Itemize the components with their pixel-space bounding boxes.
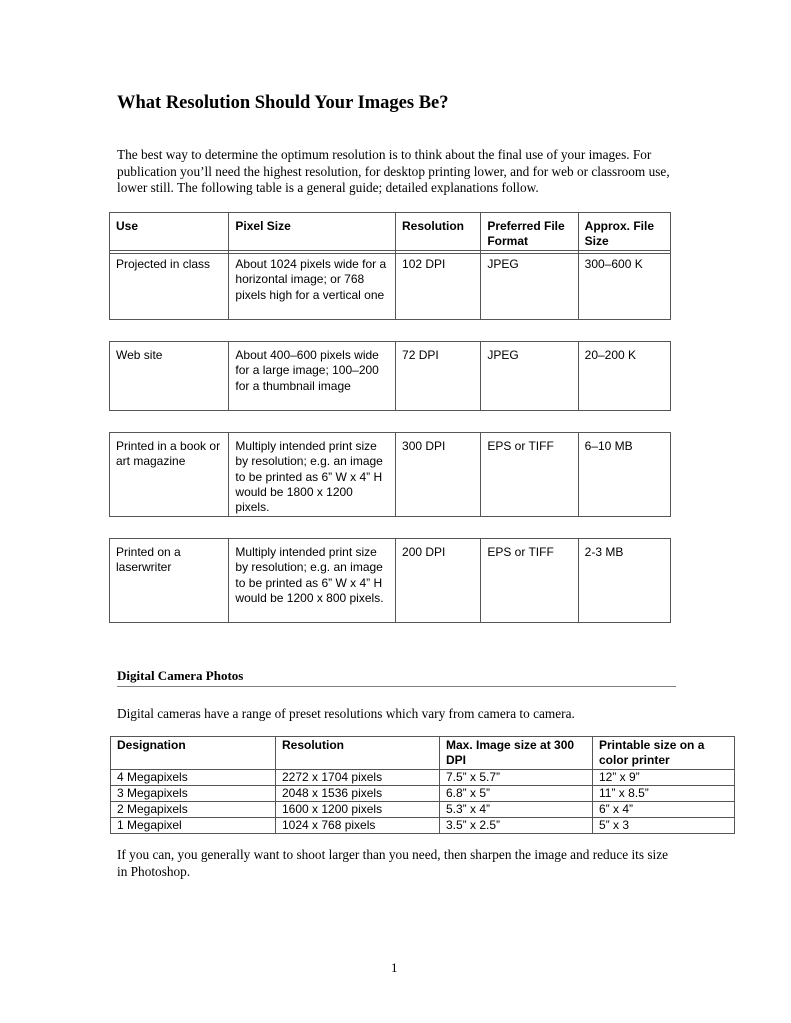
table-row	[111, 801, 735, 817]
header-cell-printable-size: Printable size on a color printer	[593, 737, 735, 770]
camera-intro-paragraph: Digital cameras have a range of preset resolutions which vary from camera to camera.	[117, 706, 575, 721]
intro-paragraph: The best way to determine the optimum resolution is to think about the final use of your images. For publication you’ll need the highest resolution, for desktop printing lower, and for web or classroom use, lower still. The following table is a general guide; detailed explanations follow.	[117, 147, 670, 196]
table-cell: 2-3 MB	[578, 539, 670, 623]
table-row	[110, 433, 671, 517]
header-cell-pixel-size: Pixel Size	[229, 213, 396, 254]
table-cell: Multiply intended print size by resolution; e.g. an image to be printed as 6” W x 4” H would be 1200 x 800 pixels.	[229, 539, 396, 623]
table-cell: 2 Megapixels	[111, 801, 276, 817]
table-cell: 200 DPI	[396, 539, 481, 623]
table-row	[111, 769, 735, 785]
table-cell: 3.5” x 2.5”	[440, 817, 593, 833]
table-cell: Multiply intended print size by resolution; e.g. an image to be printed as 6” W x 4” H would be 1800 x 1200 pixels.	[229, 433, 396, 517]
table-cell: JPEG	[481, 342, 578, 411]
table-row	[110, 342, 671, 411]
table-cell: About 1024 pixels wide for a horizontal image; or 768 pixels high for a vertical one	[229, 251, 396, 320]
table-cell: EPS or TIFF	[481, 539, 578, 623]
table-row	[110, 539, 671, 623]
page-number: 1	[391, 960, 398, 975]
table-cell: 300–600 K	[578, 251, 670, 320]
table-cell: 5” x 3	[593, 817, 735, 833]
table-cell: Web site	[110, 342, 229, 411]
table-cell: 4 Megapixels	[111, 769, 276, 785]
header-cell-file-format: Preferred File Format	[481, 213, 578, 254]
usage-table-header	[109, 212, 671, 254]
section-heading-camera: Digital Camera Photos	[117, 668, 676, 687]
camera-table	[110, 736, 735, 834]
table-cell: JPEG	[481, 251, 578, 320]
usage-table-row-laserwriter	[109, 538, 671, 623]
header-cell-designation: Designation	[111, 737, 276, 770]
table-cell: 1024 x 768 pixels	[276, 817, 440, 833]
table-cell: Printed on a laserwriter	[110, 539, 229, 623]
table-cell: 7.5” x 5.7”	[440, 769, 593, 785]
closing-paragraph: If you can, you generally want to shoot larger than you need, then sharpen the image and reduce its size in Photoshop.	[117, 847, 669, 879]
table-cell: EPS or TIFF	[481, 433, 578, 517]
table-cell: 12” x 9”	[593, 769, 735, 785]
usage-table-row-book	[109, 432, 671, 517]
table-header-row	[111, 737, 735, 770]
table-cell: 3 Megapixels	[111, 785, 276, 801]
table-cell: 300 DPI	[396, 433, 481, 517]
table-cell: 5.3” x 4”	[440, 801, 593, 817]
table-cell: Projected in class	[110, 251, 229, 320]
header-cell-resolution: Resolution	[276, 737, 440, 770]
table-cell: 2048 x 1536 pixels	[276, 785, 440, 801]
header-cell-file-size: Approx. File Size	[578, 213, 670, 254]
table-cell: 6–10 MB	[578, 433, 670, 517]
header-cell-max-size: Max. Image size at 300 DPI	[440, 737, 593, 770]
header-cell-use: Use	[110, 213, 229, 254]
table-cell: 6.8” x 5”	[440, 785, 593, 801]
table-cell: Printed in a book or art magazine	[110, 433, 229, 517]
table-row	[111, 817, 735, 833]
table-cell: 2272 x 1704 pixels	[276, 769, 440, 785]
table-row	[110, 213, 671, 254]
table-cell: 6” x 4”	[593, 801, 735, 817]
usage-table-row-web	[109, 341, 671, 411]
table-cell: About 400–600 pixels wide for a large image; 100–200 for a thumbnail image	[229, 342, 396, 411]
table-cell: 72 DPI	[396, 342, 481, 411]
table-cell: 1600 x 1200 pixels	[276, 801, 440, 817]
table-row	[111, 785, 735, 801]
usage-table-row-projected	[109, 250, 671, 320]
table-cell: 20–200 K	[578, 342, 670, 411]
page-title: What Resolution Should Your Images Be?	[117, 93, 449, 113]
header-cell-resolution: Resolution	[396, 213, 481, 254]
table-cell: 11” x 8.5”	[593, 785, 735, 801]
table-cell: 102 DPI	[396, 251, 481, 320]
table-cell: 1 Megapixel	[111, 817, 276, 833]
table-row	[110, 251, 671, 320]
